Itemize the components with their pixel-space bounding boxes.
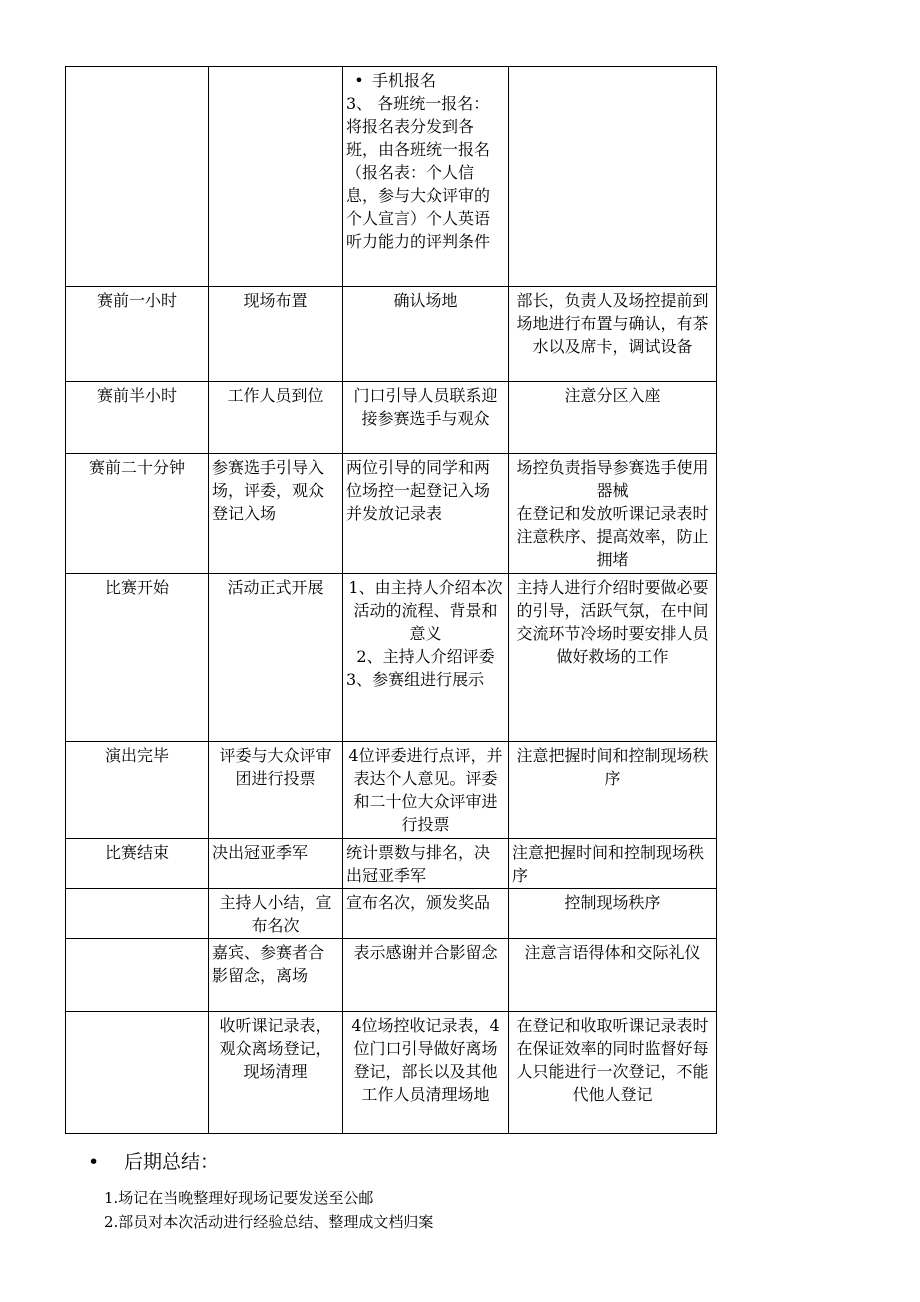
time-cell [66,889,209,939]
content-cell [343,67,509,287]
item-cell: 收听课记录表，观众离场登记，现场清理 [209,1012,343,1134]
content-line: 3、参赛组进行展示 [346,670,485,689]
bullet-dot: • [354,71,364,90]
bullet-item [346,69,505,92]
table-row [66,1012,717,1134]
note-cell: 注意把握时间和控制现场秩序 [509,839,717,889]
time-cell: 赛前二十分钟 [66,454,209,574]
time-cell [66,1012,209,1134]
item-cell: 主持人小结，宣布名次 [209,889,343,939]
note-cell [509,67,717,287]
note-cell: 部长，负责人及场控提前到场地进行布置与确认，有茶水以及席卡，调试设备 [509,287,717,382]
content-cell: 宣布名次，颁发奖品 [343,889,509,939]
time-cell: 赛前半小时 [66,382,209,454]
summary-heading [88,1148,219,1176]
content-cell: 两位引导的同学和两位场控一起登记入场并发放记录表 [343,454,509,574]
summary-item: 1.场记在当晚整理好现场记要发送至公邮 [104,1189,374,1207]
table-row [66,287,717,382]
content-cell [343,574,509,742]
time-cell [66,67,209,287]
item-cell: 决出冠亚季军 [209,839,343,889]
schedule-table [65,66,717,1134]
item-cell: 参赛选手引导入场，评委，观众登记入场 [209,454,343,574]
content-cell: 门口引导人员联系迎接参赛选手与观众 [343,382,509,454]
table-row [66,889,717,939]
note-cell: 在登记和收取听课记录表时在保证效率的同时监督好每人只能进行一次登记，不能代他人登记 [509,1012,717,1134]
item-cell: 工作人员到位 [209,382,343,454]
note-cell: 主持人进行介绍时要做必要的引导，活跃气氛，在中间交流环节冷场时要安排人员做好救场的工作 [509,574,717,742]
table-row [66,742,717,839]
content-line: 1、由主持人介绍本次活动的流程、背景和意义 [348,578,503,643]
table-row [66,454,717,574]
note-cell: 注意言语得体和交际礼仪 [509,939,717,1012]
note-line: 场控负责指导参赛选手使用器械 [516,458,709,500]
time-cell: 比赛结束 [66,839,209,889]
table-row [66,574,717,742]
table-row [66,939,717,1012]
content-cell: 4位场控收记录表，4位门口引导做好离场登记，部长以及其他工作人员清理场地 [343,1012,509,1134]
summary-list [104,1186,433,1234]
content-cell: 确认场地 [343,287,509,382]
bullet-dot: • [88,1151,100,1173]
table-row [66,67,717,287]
note-cell: 控制现场秩序 [509,889,717,939]
bullet-text: 手机报名 [372,71,437,90]
time-cell: 演出完毕 [66,742,209,839]
note-cell [509,454,717,574]
note-line: 在登记和发放听课记录表时注意秩序、提高效率，防止拥堵 [516,504,709,569]
content-line: 2、主持人介绍评委 [356,647,495,666]
content-cell: 表示感谢并合影留念 [343,939,509,1012]
item-cell: 评委与大众评审团进行投票 [209,742,343,839]
time-cell: 比赛开始 [66,574,209,742]
content-text: 3、 各班统一报名：将报名表分发到各班，由各班统一报名 （报名表：个人信息，参与大众评审的个人宣言）个人英语听力能力的评判条件 [346,94,491,251]
content-cell: 统计票数与排名，决出冠亚季军 [343,839,509,889]
item-cell: 嘉宾、参赛者合影留念，离场 [209,939,343,1012]
item-cell: 现场布置 [209,287,343,382]
table-row [66,839,717,889]
item-cell [209,67,343,287]
content-cell: 4位评委进行点评，并表达个人意见。评委和二十位大众评审进行投票 [343,742,509,839]
note-cell: 注意把握时间和控制现场秩序 [509,742,717,839]
note-cell: 注意分区入座 [509,382,717,454]
table-row [66,382,717,454]
time-cell [66,939,209,1012]
summary-title: 后期总结： [124,1151,220,1173]
time-cell: 赛前一小时 [66,287,209,382]
item-cell: 活动正式开展 [209,574,343,742]
summary-item: 2.部员对本次活动进行经验总结、整理成文档归案 [104,1213,434,1231]
